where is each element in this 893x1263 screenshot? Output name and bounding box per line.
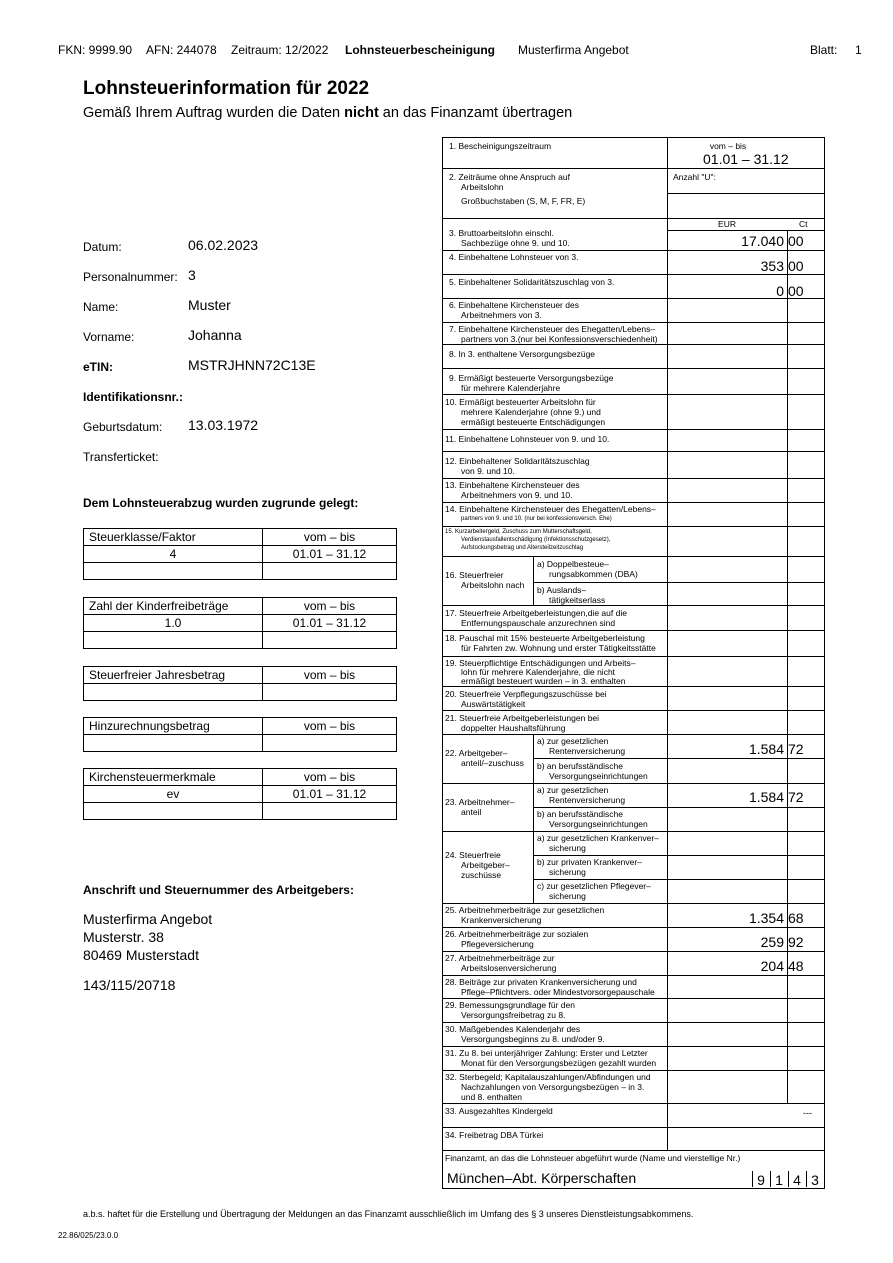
eur-label: EUR bbox=[718, 219, 736, 229]
row-32-label-c: und 8. enthalten bbox=[461, 1092, 522, 1102]
row-15-label-a: 15. Kurzarbeitergeld, Zuschuss zum Mutterschaftsgeld, bbox=[445, 529, 592, 535]
empty-cell bbox=[263, 735, 397, 752]
finanzamt-digit-2: 1 bbox=[775, 1172, 783, 1188]
finanzamt-digit-4: 3 bbox=[811, 1172, 819, 1188]
row-24b-label-b: sicherung bbox=[549, 867, 586, 877]
subtitle-post: an das Finanzamt übertragen bbox=[378, 105, 573, 121]
row-23-label-a: 23. Arbeitnehmer– bbox=[445, 797, 515, 807]
row-30-label-a: 30. Maßgebendes Kalenderjahr des bbox=[445, 1024, 581, 1034]
row-26-label-a: 26. Arbeitnehmerbeiträge zur sozialen bbox=[445, 929, 589, 939]
grid-line bbox=[533, 582, 824, 583]
row-12-label-b: von 9. und 10. bbox=[461, 466, 515, 476]
digit-divider bbox=[752, 1171, 753, 1187]
row-3-ct: 00 bbox=[788, 233, 804, 249]
grid-line bbox=[443, 975, 824, 976]
finanzamt-digit-1: 9 bbox=[757, 1172, 765, 1188]
lohnsteuer-grid bbox=[442, 137, 825, 1189]
row-24-label-c: zuschüsse bbox=[461, 870, 502, 880]
row-13-label-b: Arbeitnehmers von 9. und 10. bbox=[461, 490, 573, 500]
row-12-label-a: 12. Einbehaltener Solidaritätszuschlag bbox=[445, 456, 590, 466]
row-4-eur: 353 bbox=[760, 258, 784, 274]
row-16b-label-a: b) Auslands– bbox=[537, 585, 587, 595]
grid-line bbox=[533, 879, 824, 880]
row-14-label-b: partners von 9. und 10. (nur bei konfessionsversch. Ehe) bbox=[461, 516, 612, 522]
freibetrag-col: vom – bis bbox=[263, 667, 397, 684]
digit-divider bbox=[770, 1171, 771, 1187]
empty-cell bbox=[84, 563, 263, 580]
grid-line bbox=[443, 734, 824, 735]
row-25-ct: 68 bbox=[788, 910, 804, 926]
grid-line bbox=[443, 1103, 824, 1104]
grid-line bbox=[443, 783, 824, 784]
row-14-label-a: 14. Einbehaltene Kirchensteuer des Ehegatten/Lebens– bbox=[445, 504, 656, 514]
row-8-label: 8. In 3. enthaltene Versorgungsbezüge bbox=[449, 349, 596, 359]
row-33-ct: --- bbox=[803, 1108, 812, 1118]
row-25-label-b: Krankenversicherung bbox=[461, 915, 542, 925]
grid-line bbox=[443, 250, 824, 251]
page-subtitle bbox=[83, 105, 572, 121]
datum-value: 06.02.2023 bbox=[188, 237, 259, 253]
steuerklasse-value: 4 bbox=[84, 546, 263, 563]
grid-line bbox=[443, 686, 824, 687]
personalnummer-value: 3 bbox=[188, 267, 196, 283]
row-22a-eur: 1.584 bbox=[748, 741, 784, 757]
row-24a-label-b: sicherung bbox=[549, 843, 586, 853]
row-34-label: 34. Freibetrag DBA Türkei bbox=[445, 1130, 544, 1140]
empty-cell bbox=[263, 684, 397, 701]
grid-line bbox=[443, 502, 824, 503]
row-10-label-c: ermäßigt besteuerte Entschädigungen bbox=[461, 417, 606, 427]
grid-line bbox=[443, 605, 824, 606]
empty-cell bbox=[84, 803, 263, 820]
empty-cell bbox=[84, 684, 263, 701]
name-value: Muster bbox=[188, 297, 231, 313]
empty-cell bbox=[263, 803, 397, 820]
row-5-eur: 0 bbox=[776, 283, 784, 299]
kinder-col: vom – bis bbox=[263, 598, 397, 615]
grid-line bbox=[443, 831, 824, 832]
steuerklasse-header: Steuerklasse/Faktor bbox=[84, 529, 263, 546]
row-20-label-a: 20. Steuerfreie Verpflegungszuschüsse bei bbox=[445, 689, 607, 699]
row-17-label-b: Entfernungspauschale anzurechnen sind bbox=[461, 618, 616, 628]
kirchensteuer-header: Kirchensteuermerkmale bbox=[84, 769, 263, 786]
row-5-ct: 00 bbox=[788, 283, 804, 299]
personalnummer-label: Personalnummer: bbox=[83, 270, 178, 284]
grid-line bbox=[533, 734, 534, 831]
row-16b-label-b: tätigkeitserlass bbox=[549, 595, 606, 605]
grid-line bbox=[443, 951, 824, 952]
kirchensteuer-value: ev bbox=[84, 786, 263, 803]
kirchensteuer-col: vom – bis bbox=[263, 769, 397, 786]
steuerklasse-col: vom – bis bbox=[263, 529, 397, 546]
row-16-label-a: 16. Steuerfreier bbox=[445, 570, 504, 580]
grid-line bbox=[443, 1070, 824, 1071]
row-18-label-a: 18. Pauschal mit 15% besteuerte Arbeitgeberleistung bbox=[445, 633, 645, 643]
subtitle-pre: Gemäß Ihrem Auftrag wurden die Daten bbox=[83, 105, 345, 121]
kirchensteuer-period: 01.01 – 31.12 bbox=[263, 786, 397, 803]
row-23b-label-b: Versorgungseinrichtungen bbox=[549, 819, 648, 829]
row-11-label: 11. Einbehaltene Lohnsteuer von 9. und 10. bbox=[445, 434, 610, 444]
row-28-label-b: Pflege–Pflichtvers. oder Mindestvorsorgepauschale bbox=[461, 987, 655, 997]
basis-heading: Dem Lohnsteuerabzug wurden zugrunde gelegt: bbox=[83, 496, 359, 510]
hinzurechnung-table bbox=[83, 717, 397, 752]
row-28-label-a: 28. Beiträge zur privaten Krankenversicherung und bbox=[445, 977, 637, 987]
row-31-label-a: 31. Zu 8. bei unterjähriger Zahlung: Erster und Letzter bbox=[445, 1048, 648, 1058]
digit-divider bbox=[788, 1171, 789, 1187]
row-27-label-a: 27. Arbeitnehmerbeiträge zur bbox=[445, 953, 555, 963]
employer-heading: Anschrift und Steuernummer des Arbeitgebers: bbox=[83, 883, 354, 897]
ct-label: Ct bbox=[799, 219, 808, 229]
datum-label: Datum: bbox=[83, 240, 122, 254]
geburtsdatum-value: 13.03.1972 bbox=[188, 417, 259, 433]
grid-line bbox=[443, 998, 824, 999]
row-15-label-c: Aufstockungsbetrag und Altersteilzeitzuschlag bbox=[461, 545, 584, 551]
row-4-label: 4. Einbehaltene Lohnsteuer von 3. bbox=[449, 252, 579, 262]
grid-line bbox=[443, 274, 824, 275]
row-26-eur: 259 bbox=[760, 934, 784, 950]
row-20-label-b: Auswärtstätigkeit bbox=[461, 699, 526, 709]
row-10-label-b: mehrere Kalenderjahre (ohne 9.) und bbox=[461, 407, 601, 417]
grid-line bbox=[443, 656, 824, 657]
row-3-label-b: Sachbezüge ohne 9. und 10. bbox=[461, 238, 570, 248]
grid-line bbox=[667, 138, 668, 1150]
grid-line bbox=[667, 193, 824, 194]
row-9-label-b: für mehrere Kalenderjahre bbox=[461, 383, 561, 393]
row-24-label-b: Arbeitgeber– bbox=[461, 860, 510, 870]
grid-line bbox=[443, 429, 824, 430]
row-2-label-c: Großbuchstaben (S, M, F, FR, E) bbox=[461, 196, 586, 206]
row-16a-label-a: a) Doppelbesteue– bbox=[537, 559, 609, 569]
subtitle-bold: nicht bbox=[344, 105, 379, 121]
finanzamt-name: München–Abt. Körperschaften bbox=[447, 1170, 637, 1186]
row-23a-label-b: Rentenversicherung bbox=[549, 795, 626, 805]
row-26-ct: 92 bbox=[788, 934, 804, 950]
row-31-label-b: Monat für den Versorgungsbezügen gezahlt wurden bbox=[461, 1058, 657, 1068]
employer-name: Musterfirma Angebot bbox=[83, 911, 213, 927]
employer-street: Musterstr. 38 bbox=[83, 929, 164, 945]
grid-line bbox=[443, 168, 824, 169]
row-16-label-b: Arbeitslohn nach bbox=[461, 580, 525, 590]
row-26-label-b: Pflegeversicherung bbox=[461, 939, 534, 949]
blatt-label: Blatt: bbox=[810, 43, 838, 57]
finanzamt-label: Finanzamt, an das die Lohnsteuer abgeführt wurde (Name und vierstellige Nr.) bbox=[445, 1153, 741, 1163]
row-19-label-b: lohn für mehrere Kalenderjahre, die nicht bbox=[461, 667, 616, 677]
grid-line bbox=[443, 1022, 824, 1023]
etin-value: MSTRJHNN72C13E bbox=[188, 357, 316, 373]
kinder-period: 01.01 – 31.12 bbox=[263, 615, 397, 632]
row-22b-label-b: Versorgungseinrichtungen bbox=[549, 771, 648, 781]
row-22a-label-a: a) zur gesetzlichen bbox=[537, 736, 609, 746]
freibetrag-header: Steuerfreier Jahresbetrag bbox=[84, 667, 263, 684]
row-24c-label-a: c) zur gesetzlichen Pflegever– bbox=[537, 881, 651, 891]
row-2-label-a: 2. Zeiträume ohne Anspruch auf bbox=[449, 172, 570, 182]
row-24-label-a: 24. Steuerfreie bbox=[445, 850, 501, 860]
kinder-table bbox=[83, 597, 397, 649]
period-value: 01.01 – 31.12 bbox=[703, 151, 789, 167]
row-17-label-a: 17. Steuerfreie Arbeitgeberleistungen,die auf die bbox=[445, 608, 627, 618]
row-2-label-b: Arbeitslohn bbox=[461, 182, 504, 192]
row-22a-label-b: Rentenversicherung bbox=[549, 746, 626, 756]
header-company: Musterfirma Angebot bbox=[518, 43, 629, 57]
row-7-label-b: partners von 3.(nur bei Konfessionsverschiedenheit) bbox=[461, 334, 658, 344]
row-23a-eur: 1.584 bbox=[748, 789, 784, 805]
footer-version: 22.86/025/23.0.0 bbox=[58, 1231, 119, 1240]
row-29-label-b: Versorgungsfreibetrag zu 8. bbox=[461, 1010, 566, 1020]
grid-line bbox=[443, 526, 824, 527]
row-19-label-a: 19. Steuerpflichtige Entschädigungen und Arbeits– bbox=[445, 658, 636, 668]
row-23-label-b: anteil bbox=[461, 807, 482, 817]
row-4-ct: 00 bbox=[788, 258, 804, 274]
grid-line bbox=[787, 322, 788, 1103]
grid-line bbox=[443, 1046, 824, 1047]
row-10-label-a: 10. Ermäßigt besteuerter Arbeitslohn für bbox=[445, 397, 596, 407]
grid-line bbox=[443, 394, 824, 395]
digit-divider bbox=[806, 1171, 807, 1187]
idnr-label: Identifikationsnr.: bbox=[83, 390, 184, 404]
row-22a-ct: 72 bbox=[788, 741, 804, 757]
row-25-label-a: 25. Arbeitnehmerbeiträge zur gesetzlichen bbox=[445, 905, 605, 915]
row-27-ct: 48 bbox=[788, 958, 804, 974]
steuerklasse-table bbox=[83, 528, 397, 580]
steuerklasse-period: 01.01 – 31.12 bbox=[263, 546, 397, 563]
vorname-value: Johanna bbox=[188, 327, 242, 343]
row-3-label-a: 3. Bruttoarbeitslohn einschl. bbox=[449, 228, 554, 238]
kinder-header: Zahl der Kinderfreibeträge bbox=[84, 598, 263, 615]
row-16a-label-b: rungsabkommen (DBA) bbox=[549, 569, 638, 579]
row-15-label-b: Verdienstausfallentschädigung (Infektionsschutzgesetz), bbox=[461, 537, 611, 543]
grid-line bbox=[533, 556, 534, 605]
row-24b-label-a: b) zur privaten Krankenver– bbox=[537, 857, 642, 867]
hinzurechnung-col: vom – bis bbox=[263, 718, 397, 735]
row-30-label-b: Versorgungsbeginns zu 8. und/oder 9. bbox=[461, 1034, 605, 1044]
fkn: FKN: 9999.90 bbox=[58, 43, 133, 57]
vorname-label: Vorname: bbox=[83, 330, 135, 344]
grid-line bbox=[443, 218, 824, 219]
empty-cell bbox=[263, 563, 397, 580]
grid-line bbox=[443, 478, 824, 479]
empty-cell bbox=[84, 632, 263, 649]
row-21-label-a: 21. Steuerfreie Arbeitgeberleistungen bei bbox=[445, 713, 600, 723]
freibetrag-table bbox=[83, 666, 397, 701]
row-22b-label-a: b) an berufsständische bbox=[537, 761, 623, 771]
row-6-label-a: 6. Einbehaltene Kirchensteuer des bbox=[449, 300, 579, 310]
row-23a-ct: 72 bbox=[788, 789, 804, 805]
row-23a-label-a: a) zur gesetzlichen bbox=[537, 785, 609, 795]
grid-line bbox=[443, 322, 824, 323]
grid-line bbox=[533, 855, 824, 856]
employer-tax-number: 143/115/20718 bbox=[83, 977, 176, 993]
blatt-value: 1 bbox=[855, 43, 862, 57]
row-19-label-c: ermäßigt besteuert wurden – in 3. enthalten bbox=[461, 676, 626, 686]
row-9-label-a: 9. Ermäßigt besteuerte Versorgungsbezüge bbox=[449, 373, 614, 383]
employer-city: 80469 Musterstadt bbox=[83, 947, 199, 963]
grid-line bbox=[533, 807, 824, 808]
row-29-label-a: 29. Bemessungsgrundlage für den bbox=[445, 1000, 575, 1010]
empty-cell bbox=[84, 735, 263, 752]
grid-line bbox=[533, 758, 824, 759]
page-title: Lohnsteuerinformation für 2022 bbox=[83, 78, 370, 99]
row-13-label-a: 13. Einbehaltene Kirchensteuer des bbox=[445, 480, 580, 490]
document-type: Lohnsteuerbescheinigung bbox=[345, 43, 496, 57]
grid-line bbox=[443, 1127, 824, 1128]
row-18-label-b: für Fahrten zw. Wohnung und erster Tätigkeitsstätte bbox=[461, 643, 656, 653]
row-22-label-a: 22. Arbeitgeber– bbox=[445, 748, 508, 758]
transferticket-label: Transferticket: bbox=[83, 450, 159, 464]
grid-line bbox=[443, 451, 824, 452]
grid-line bbox=[443, 556, 824, 557]
empty-cell bbox=[263, 632, 397, 649]
row-3-eur: 17.040 bbox=[741, 233, 784, 249]
row-1-label: 1. Bescheinigungszeitraum bbox=[449, 141, 552, 151]
anzahl-u-label: Anzahl "U": bbox=[673, 172, 716, 182]
kinder-value: 1.0 bbox=[84, 615, 263, 632]
grid-line bbox=[443, 710, 824, 711]
hinzurechnung-header: Hinzurechnungsbetrag bbox=[84, 718, 263, 735]
row-21-label-b: doppelter Haushaltsführung bbox=[461, 723, 566, 733]
vom-bis-label: vom – bis bbox=[709, 141, 747, 151]
row-23b-label-a: b) an berufsständische bbox=[537, 809, 623, 819]
grid-line bbox=[443, 630, 824, 631]
row-7-label-a: 7. Einbehaltene Kirchensteuer des Ehegatten/Lebens– bbox=[449, 324, 656, 334]
row-27-eur: 204 bbox=[760, 958, 784, 974]
afn: AFN: 244078 bbox=[146, 43, 217, 57]
grid-line bbox=[443, 927, 824, 928]
etin-label: eTIN: bbox=[83, 360, 113, 374]
zeitraum: Zeitraum: 12/2022 bbox=[231, 43, 329, 57]
finanzamt-digit-3: 4 bbox=[793, 1172, 801, 1188]
footer-disclaimer: a.b.s. haftet für die Erstellung und Übertragung der Meldungen an das Finanzamt ausschließlich im Umfang des § 3 unseres Dienstleistungsabkommens. bbox=[83, 1209, 694, 1219]
row-5-label: 5. Einbehaltener Solidaritätszuschlag von 3. bbox=[449, 277, 615, 287]
row-32-label-b: Nachzahlungen von Versorgungsbezügen – in 3. bbox=[461, 1082, 645, 1092]
row-22-label-b: anteil/–zuschuss bbox=[461, 758, 524, 768]
row-25-eur: 1.354 bbox=[748, 910, 784, 926]
geburtsdatum-label: Geburtsdatum: bbox=[83, 420, 163, 434]
grid-line bbox=[443, 903, 824, 904]
row-32-label-a: 32. Sterbegeld; Kapitalauszahlungen/Abfindungen und bbox=[445, 1072, 651, 1082]
row-33-label: 33. Ausgezahltes Kindergeld bbox=[445, 1106, 553, 1116]
grid-line bbox=[443, 368, 824, 369]
grid-line bbox=[533, 831, 534, 903]
grid-line bbox=[443, 344, 824, 345]
row-24a-label-a: a) zur gesetzlichen Krankenver– bbox=[537, 833, 659, 843]
grid-line bbox=[443, 1150, 824, 1151]
name-label: Name: bbox=[83, 300, 119, 314]
row-24c-label-b: sicherung bbox=[549, 891, 586, 901]
row-27-label-b: Arbeitslosenversicherung bbox=[461, 963, 557, 973]
kirchensteuer-table bbox=[83, 768, 397, 820]
row-6-label-b: Arbeitnehmers von 3. bbox=[461, 310, 542, 320]
grid-line bbox=[667, 230, 824, 231]
